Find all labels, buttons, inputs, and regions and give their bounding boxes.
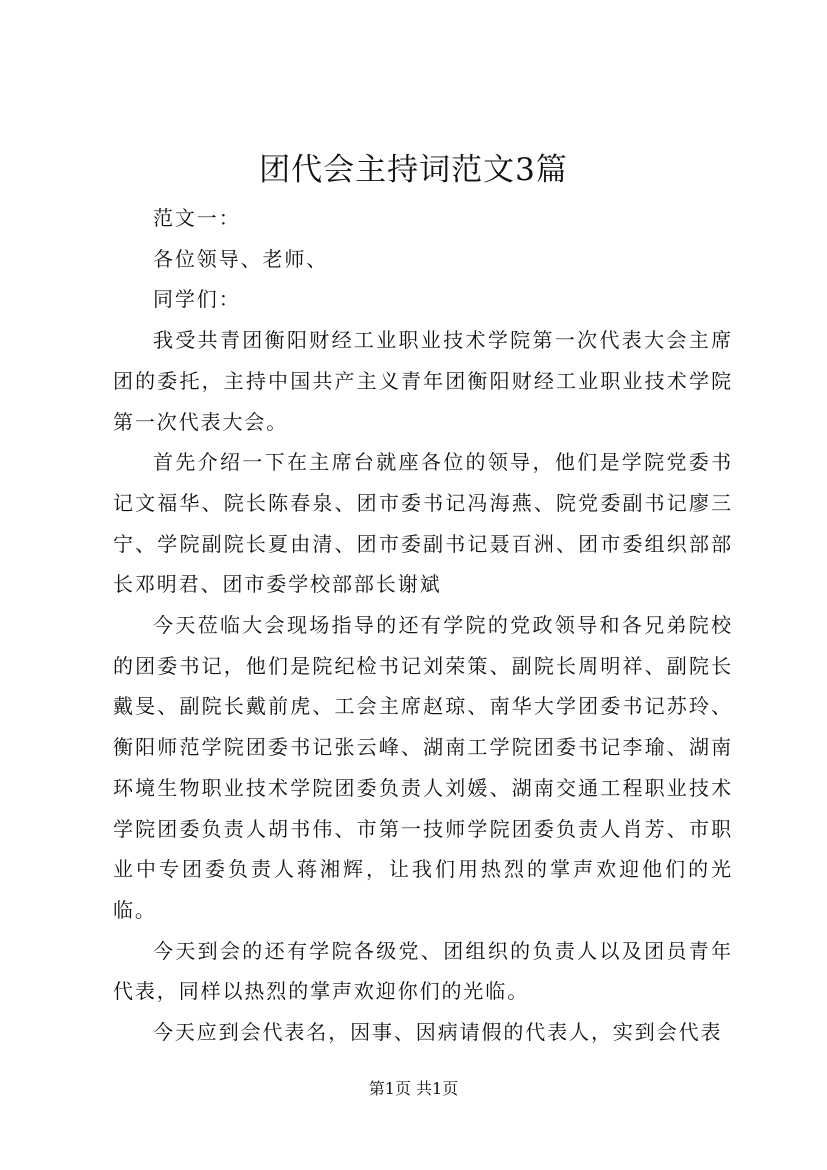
paragraph-salutation-3: 同学们： (153, 287, 241, 312)
document-body (113, 198, 733, 1053)
paragraph-delegates: 今天应到会代表名，因事、因病请假的代表人，实到会代表 (153, 1020, 723, 1045)
page-footer: 第1页 共1页 (368, 1079, 459, 1098)
paragraph-salutation-1: 范文一： (153, 206, 241, 230)
paragraph-leaders: 首先介绍一下在主席台就座各位的领导，他们是学院党委书记文福华、院长陈春泉、团市委书记冯海燕、院党委副书记廖三宁、学院副院长夏由清、团市委副书记聂百洲、团市委组织部部长邓明君、团市委学校部部长谢斌 (113, 450, 733, 597)
paragraph-attendees: 今天到会的还有学院各级党、团组织的负责人以及团员青年代表，同样以热烈的掌声欢迎你们的光临。 (113, 938, 733, 1004)
paragraph-opening: 我受共青团衡阳财经工业职业技术学院第一次代表大会主席团的委托，主持中国共产主义青年团衡阳财经工业职业技术学院第一次代表大会。 (113, 328, 733, 434)
paragraph-salutation-2: 各位领导、老师、 (153, 246, 329, 271)
document-title: 团代会主持词范文3篇 (259, 152, 568, 188)
paragraph-guests: 今天莅临大会现场指导的还有学院的党政领导和各兄弟院校的团委书记，他们是院纪检书记刘荣策、副院长周明祥、副院长戴旻、副院长戴前虎、工会主席赵琼、南华大学团委书记苏玲、衡阳师范学院团委书记张云峰、湖南工学院团委书记李瑜、湖南环境生物职业技术学院团委负责人刘媛、湖南交通工程职业技术学院团委负责人胡书伟、市第一技师学院团委负责人肖芳、市职业中专团委负责人蒋湘辉，让我们用热烈的掌声欢迎他们的光临。 (113, 613, 733, 922)
